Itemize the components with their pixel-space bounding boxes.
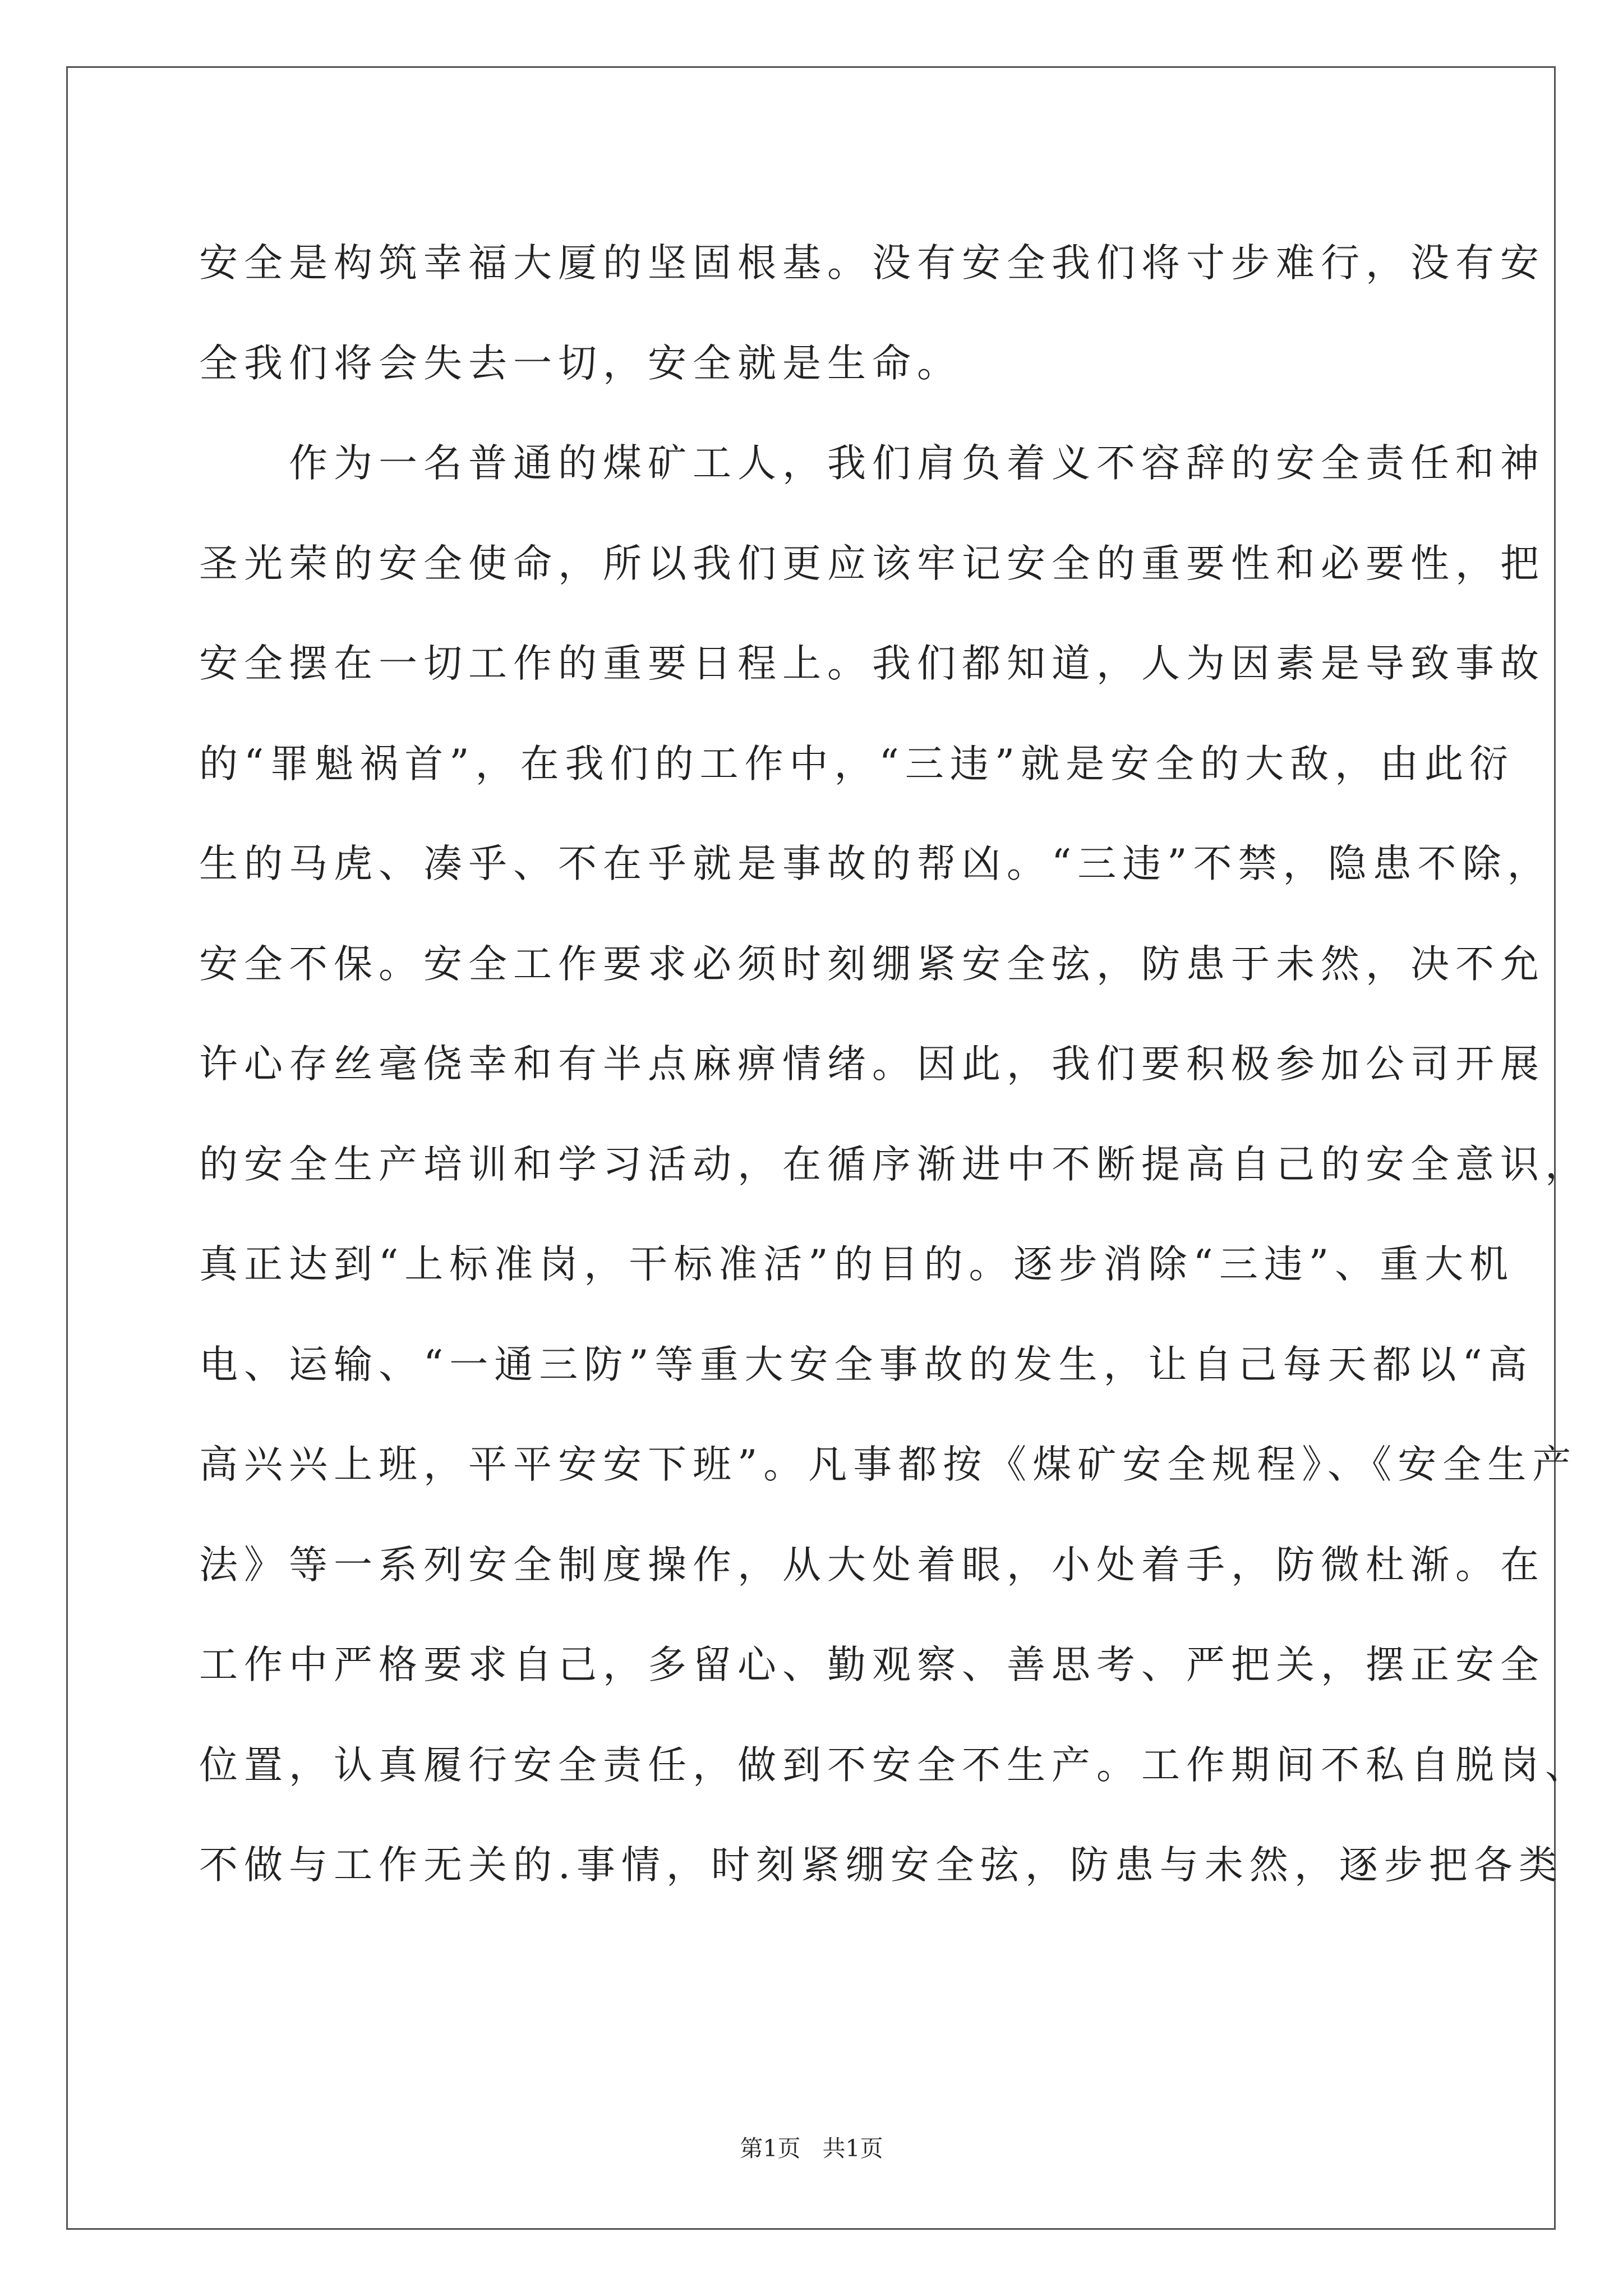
text-line: 的安全生产培训和学习活动，在循序渐进中不断提高自己的安全意识， [199, 1142, 1590, 1187]
document-body [199, 213, 1590, 1916]
text-line: 全我们将会失去一切，安全就是生命。 [199, 341, 962, 386]
text-line: 安全摆在一切工作的重要日程上。我们都知道，人为因素是导致事故 [199, 641, 1545, 686]
text-line: 许心存丝毫侥幸和有半点麻痹情绪。因此，我们要积极参加公司开展 [199, 1042, 1545, 1087]
text-line: 不做与工作无关的.事情，时刻紧绷安全弦，防患与未然，逐步把各类 [199, 1843, 1564, 1888]
text-line: 真正达到“上标准岗，干标准活”的目的。逐步消除“三违”、重大机 [199, 1242, 1515, 1287]
text-line: 高兴兴上班，平平安安下班”。凡事都按《煤矿安全规程》、《安全生产 [199, 1442, 1578, 1487]
text-line: 法》等一系列安全制度操作，从大处着眼，小处着手，防微杜渐。在 [199, 1542, 1545, 1588]
page-number-footer: 第1页 共1页 [740, 2135, 883, 2162]
text-line: 电、运输、“一通三防”等重大安全事故的发生，让自己每天都以“高 [199, 1342, 1533, 1387]
text-line: 生的马虎、凑乎、不在乎就是事故的帮凶。“三违”不禁，隐患不除， [199, 841, 1552, 886]
text-line: 圣光荣的安全使命，所以我们更应该牢记安全的重要性和必要性，把 [199, 541, 1545, 586]
text-line: 安全是构筑幸福大厦的坚固根基。没有安全我们将寸步难行，没有安 [199, 241, 1545, 286]
text-line: 作为一名普通的煤矿工人，我们肩负着义不容辞的安全责任和神 [199, 441, 1545, 486]
text-line: 位置，认真履行安全责任，做到不安全不生产。工作期间不私自脱岗、 [199, 1742, 1590, 1788]
text-line: 工作中严格要求自己，多留心、勤观察、善思考、严把关，摆正安全 [199, 1642, 1545, 1687]
text-line: 的“罪魁祸首”，在我们的工作中，“三违”就是安全的大敌，由此衍 [199, 741, 1515, 786]
text-line: 安全不保。安全工作要求必须时刻绷紧安全弦，防患于未然，决不允 [199, 941, 1545, 987]
